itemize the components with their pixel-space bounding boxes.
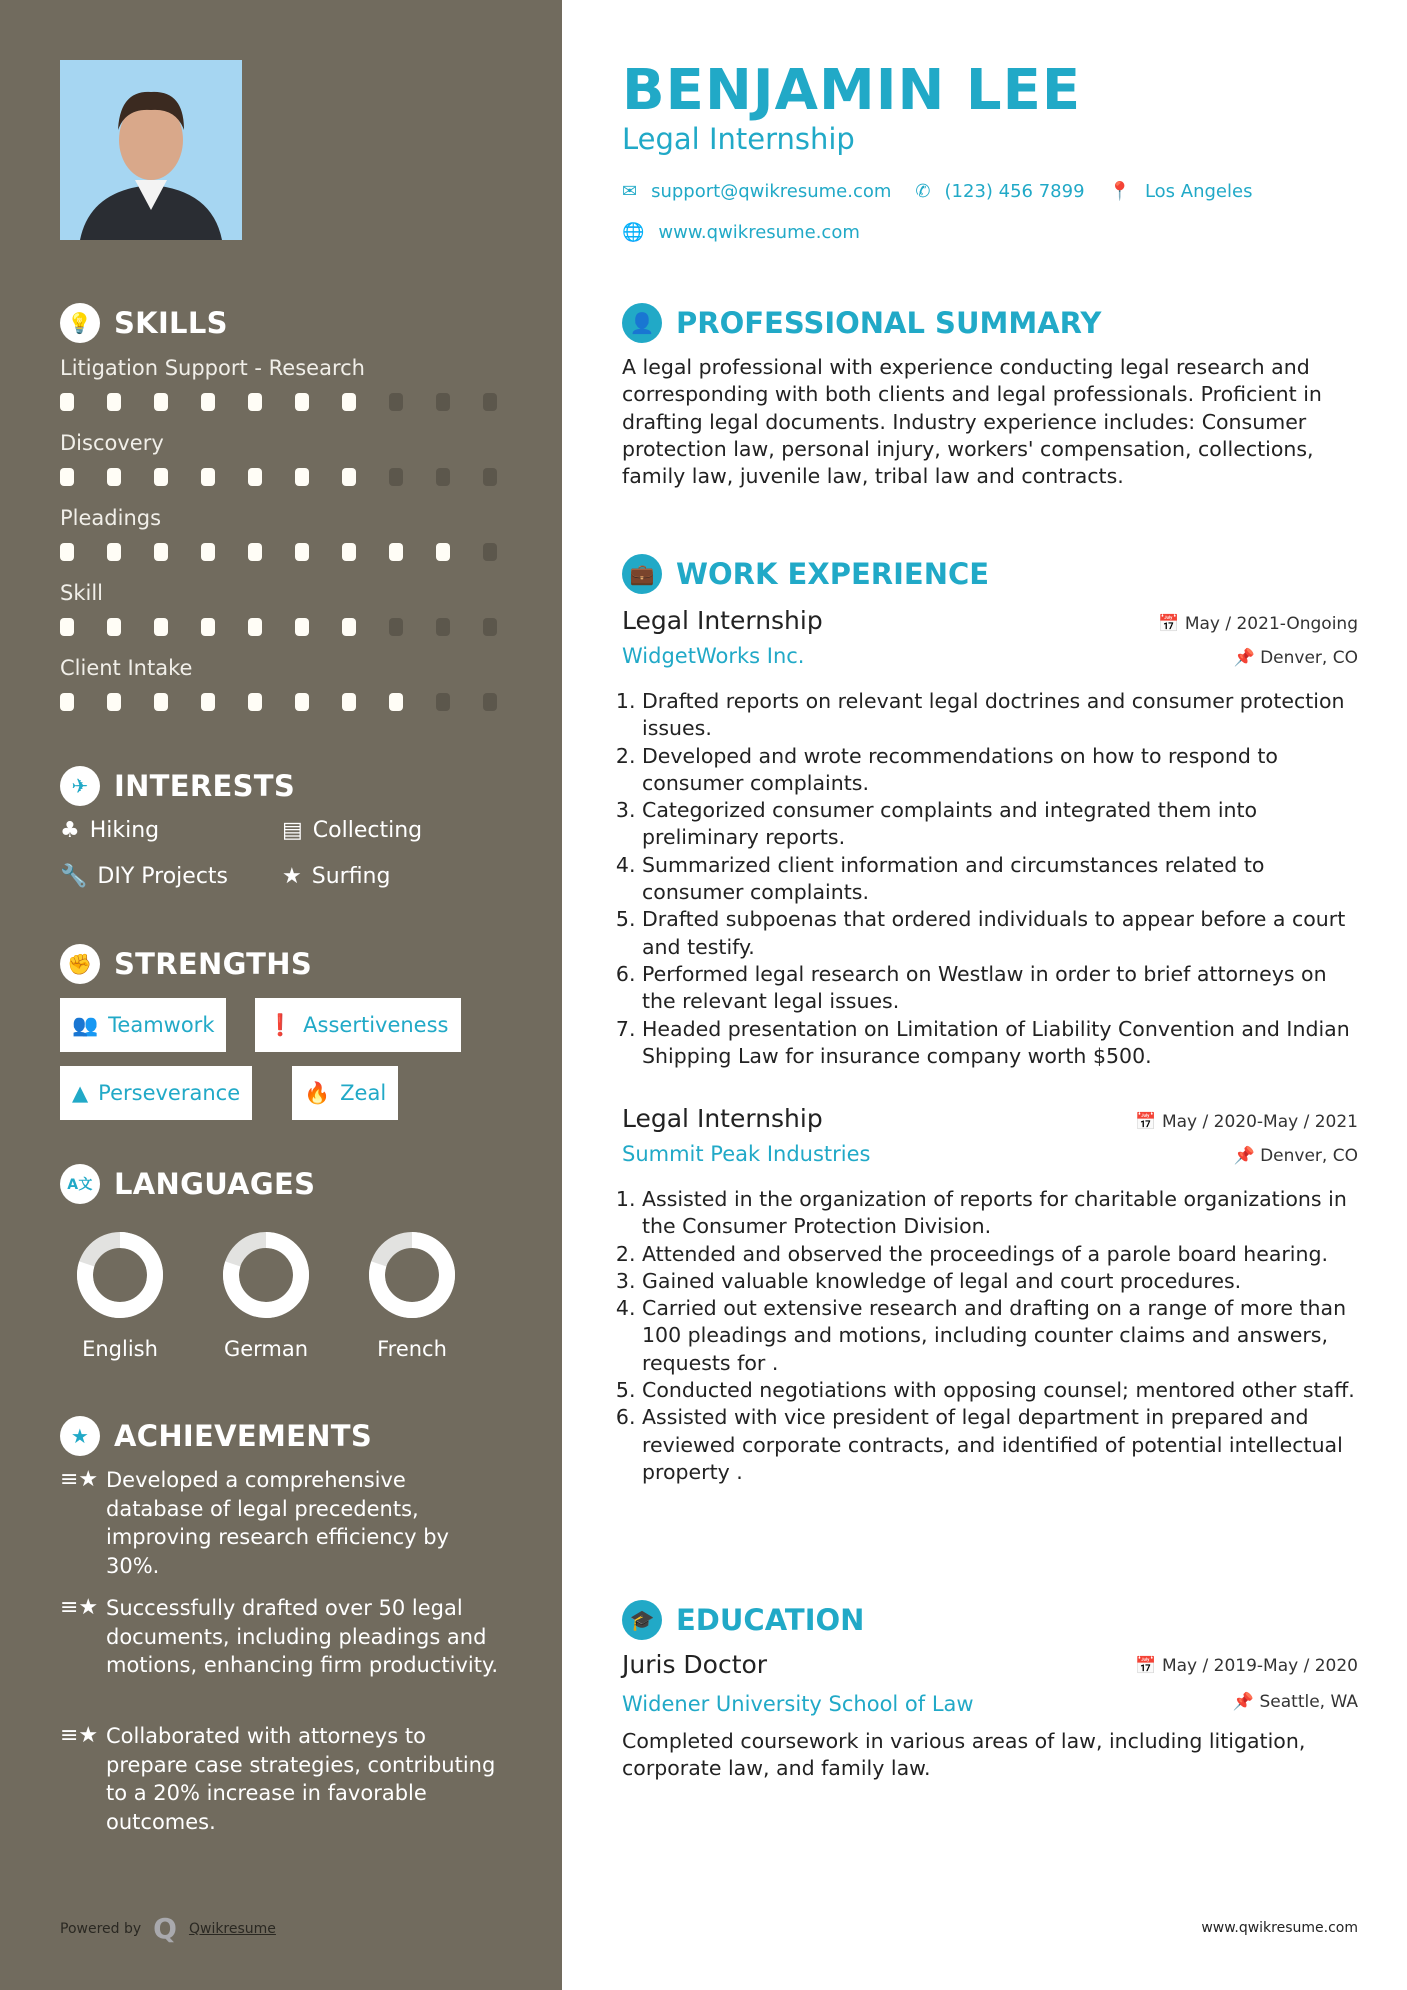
interest-item: ★ Surfing [282,864,391,889]
job-bullets [622,1186,1362,1486]
skills-heading: 💡 SKILLS [60,303,228,343]
rating-dot [248,393,262,411]
languages-heading: A文 LANGUAGES [60,1164,315,1204]
rating-dot [248,693,262,711]
job-bullet: 3. Categorized consumer complaints and integrated them into preliminary reports. [642,797,1362,852]
sidebar [0,0,562,1990]
calendar-icon: 📅 [1135,1112,1162,1132]
mountain-icon: ▲ [72,1081,89,1105]
achievement-item: ≡★ Collaborated with attorneys to prepare case strategies, contributing to a 20% increase in favorable outcomes. [60,1722,500,1836]
language-donut [77,1232,163,1322]
job-bullet: 5. Drafted subpoenas that ordered individuals to appear before a court and testify. [642,906,1362,961]
company: Summit Peak Industries [622,1142,871,1166]
translate-icon: A文 [60,1164,100,1204]
job-location: 📌 Denver, CO [1233,648,1358,668]
job-bullet: 1. Drafted reports on relevant legal doctrines and consumer protection issues. [642,688,1362,743]
qwikresume-logo-icon: Q [153,1912,177,1945]
rating-dot [342,393,356,411]
experience-heading: 💼 WORK EXPERIENCE [622,554,989,594]
interests-heading: ✈ INTERESTS [60,766,295,806]
rating-dot [342,543,356,561]
rating-dot [60,618,74,636]
strength-chip: ▲ Perseverance [60,1066,252,1120]
rating-dot [483,543,497,561]
rating-dot [295,693,309,711]
skill-label: Skill [60,581,103,605]
company: WidgetWorks Inc. [622,644,805,668]
website-row [622,222,860,243]
job-bullet: 7. Headed presentation on Limitation of Liability Convention and Indian Shipping Law for insurance company worth $500. [642,1016,1362,1071]
pin-icon: 📌 [1233,1146,1261,1166]
location: Los Angeles [1144,181,1253,202]
star-icon: ★ [282,864,302,889]
job-bullet: 6. Assisted with vice president of legal department in prepared and reviewed corporate contracts, and identified of potential intellectual property . [642,1404,1362,1486]
language-label: German [223,1337,309,1361]
school: Widener University School of Law [622,1692,974,1716]
rating-dot [483,618,497,636]
main-content [562,0,1407,1990]
rating-dot [60,543,74,561]
rating-dot [248,468,262,486]
skill-rating [60,618,497,636]
website-link[interactable]: www.qwikresume.com [658,222,860,243]
rating-dot [154,468,168,486]
rating-dot [107,468,121,486]
email-link[interactable]: support@qwikresume.com [651,181,892,202]
job-location: 📌 Denver, CO [1233,1146,1358,1166]
rating-dot [295,393,309,411]
shooting-star-icon: ≡★ [60,1467,99,1492]
rating-dot [436,468,450,486]
avatar [60,60,242,240]
job-bullet: 2. Attended and observed the proceedings of a parole board hearing. [642,1241,1362,1268]
skill-label: Litigation Support - Research [60,356,365,380]
graduate-icon: 🎓 [622,1600,662,1640]
rating-dot [295,468,309,486]
job-bullet: 4. Carried out extensive research and drafting on a range of more than 100 pleadings and motions, including counter claims and answers, requests for . [642,1295,1362,1377]
wrench-icon: 🔧 [60,864,88,889]
user-icon: 👤 [622,303,662,343]
fist-icon: ✊ [60,944,100,984]
language-label: English [82,1337,158,1361]
rating-dot [436,618,450,636]
rating-dot [201,468,215,486]
archive-icon: ▤ [282,818,303,843]
rating-dot [154,543,168,561]
skill-rating [60,393,497,411]
language-donut [369,1232,455,1322]
skill-rating [60,468,497,486]
envelope-icon: ✉ [622,181,638,202]
interest-item: 🔧 DIY Projects [60,864,228,889]
job-bullet: 4. Summarized client information and circumstances related to consumer complaints. [642,852,1362,907]
job-bullet: 6. Performed legal research on Westlaw in order to brief attorneys on the relevant legal issues. [642,961,1362,1016]
rating-dot [436,693,450,711]
skill-label: Client Intake [60,656,193,680]
summary-heading: 👤 PROFESSIONAL SUMMARY [622,303,1101,343]
rating-dot [436,393,450,411]
globe-icon: 🌐 [622,222,645,243]
rating-dot [342,618,356,636]
rating-dot [389,543,403,561]
rating-dot [389,693,403,711]
shooting-star-icon: ≡★ [60,1723,99,1748]
education-dates: 📅 May / 2019-May / 2020 [1135,1656,1358,1676]
rating-dot [483,468,497,486]
skill-label: Pleadings [60,506,162,530]
rating-dot [107,393,121,411]
education-heading: 🎓 EDUCATION [622,1600,864,1640]
rating-dot [436,543,450,561]
strength-chip: 🔥 Zeal [292,1066,398,1120]
rating-dot [389,393,403,411]
rating-dot [248,543,262,561]
rating-dot [295,618,309,636]
skill-rating [60,543,497,561]
rating-dot [389,468,403,486]
achievement-item: ≡★ Developed a comprehensive database of legal precedents, improving research efficiency by 30%. [60,1466,500,1580]
qwikresume-link[interactable]: Qwikresume [188,1920,276,1937]
shooting-star-icon: ≡★ [60,1595,99,1620]
map-pin-icon: 📍 [1108,181,1131,202]
job-dates: 📅 May / 2020-May / 2021 [1135,1112,1358,1132]
strengths-heading: ✊ STRENGTHS [60,944,312,984]
interest-item: ▤ Collecting [282,818,423,843]
job-bullet: 1. Assisted in the organization of reports for charitable organizations in the Consumer Protection Division. [642,1186,1362,1241]
skill-label: Discovery [60,431,164,455]
rating-dot [60,693,74,711]
pin-icon: 📌 [1232,1692,1260,1712]
rating-dot [483,393,497,411]
language-donut [223,1232,309,1322]
footer-website: www.qwikresume.com [1201,1920,1358,1936]
rating-dot [154,693,168,711]
exclamation-icon: ❗ [267,1012,294,1037]
powered-by [60,1912,276,1945]
calendar-icon: 📅 [1135,1656,1162,1676]
rating-dot [483,693,497,711]
skill-rating [60,693,497,711]
fire-icon: 🔥 [304,1080,331,1105]
rating-dot [60,393,74,411]
rating-dot [60,468,74,486]
achievements-heading: ★ ACHIEVEMENTS [60,1416,372,1456]
paper-plane-icon: ✈ [60,766,100,806]
users-icon: 👥 [72,1012,99,1037]
rating-dot [107,693,121,711]
candidate-title: Legal Internship [622,122,855,156]
job-dates: 📅 May / 2021-Ongoing [1158,614,1358,634]
rating-dot [154,618,168,636]
rating-dot [295,543,309,561]
rating-dot [389,618,403,636]
pin-icon: 📌 [1233,648,1261,668]
phone: (123) 456 7899 [944,181,1085,202]
rating-dot [201,618,215,636]
rating-dot [201,393,215,411]
contact-row [622,181,1252,202]
degree: Juris Doctor [622,1650,768,1679]
job-title: Legal Internship [622,1104,823,1133]
rating-dot [107,618,121,636]
calendar-icon: 📅 [1158,614,1185,634]
rating-dot [342,693,356,711]
interest-item: ♣ Hiking [60,818,160,843]
strength-chip: 👥 Teamwork [60,998,226,1052]
education-location: 📌 Seattle, WA [1232,1692,1358,1712]
powered-by-label: Powered by [60,1920,142,1937]
language-label: French [377,1337,447,1361]
rating-dot [201,693,215,711]
job-bullets [622,688,1362,1070]
job-title: Legal Internship [622,606,823,635]
shooting-star-icon: ★ [60,1416,100,1456]
rating-dot [248,618,262,636]
tree-icon: ♣ [60,818,80,843]
candidate-name: BENJAMIN LEE [622,58,1082,123]
summary-text: A legal professional with experience conducting legal research and corresponding with both clients and legal professionals. Proficient in drafting legal documents. Industry experience includes: Consumer protection law, personal injury, workers' compensation, collections, family law, juvenile law, tribal law and contracts. [622,355,1322,489]
rating-dot [201,543,215,561]
phone-icon: ✆ [915,181,931,202]
rating-dot [342,468,356,486]
job-bullet: 2. Developed and wrote recommendations on how to respond to consumer complaints. [642,743,1362,798]
briefcase-icon: 💼 [622,554,662,594]
job-bullet: 3. Gained valuable knowledge of legal and court procedures. [642,1268,1362,1295]
rating-dot [107,543,121,561]
rating-dot [154,393,168,411]
job-bullet: 5. Conducted negotiations with opposing counsel; mentored other staff. [642,1377,1362,1404]
education-text: Completed coursework in various areas of law, including litigation, corporate law, and family law. [622,1729,1306,1781]
strength-chip: ❗ Assertiveness [255,998,461,1052]
achievement-item: ≡★ Successfully drafted over 50 legal documents, including pleadings and motions, enhancing firm productivity. [60,1594,500,1680]
lightbulb-icon: 💡 [60,303,100,343]
